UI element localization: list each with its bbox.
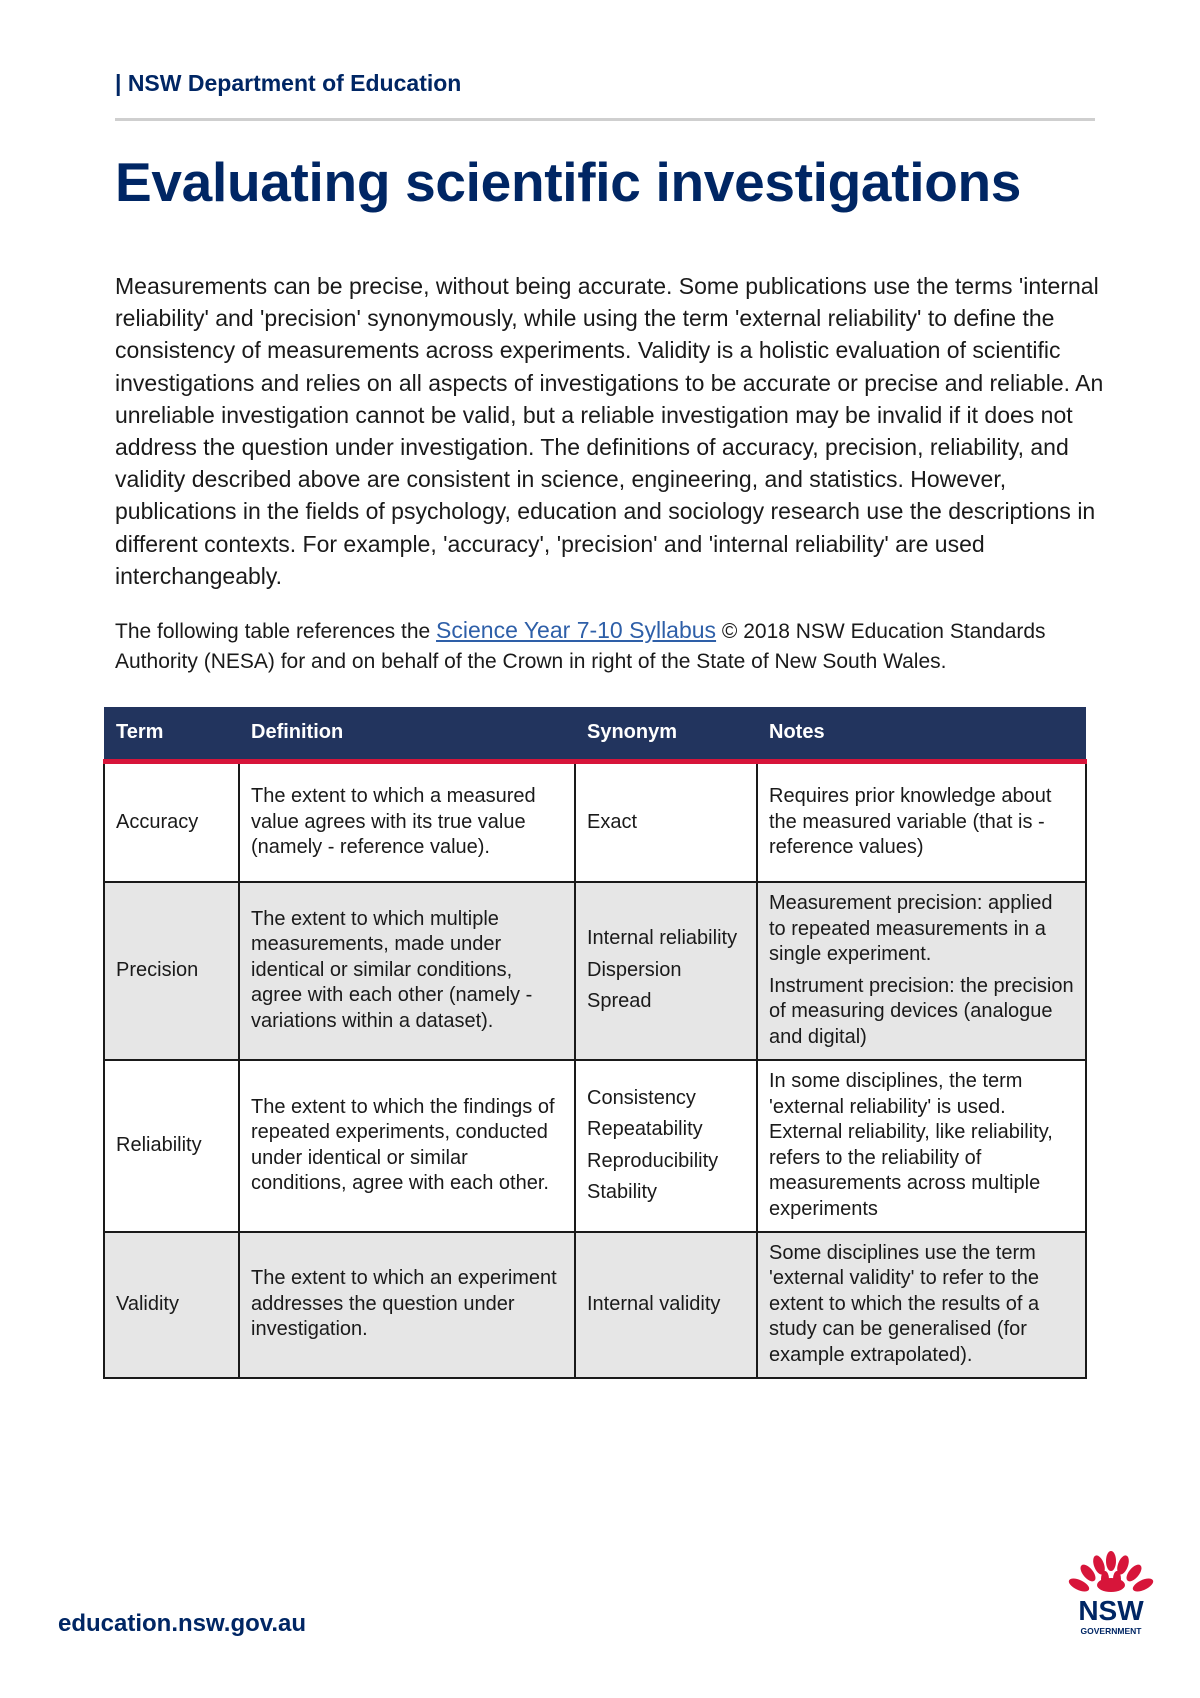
synonym-item: Internal validity <box>587 1292 721 1315</box>
intro-paragraph: Measurements can be precise, without being accurate. Some publications use the terms 'internal reliability' and 'precision' synonymously, while using the term 'external reliability' to define the consistency of measurements across experiments. Validity is a holistic evaluation of scientific investigations and relies on all aspects of investigations to be accurate or precise and reliable. An unreliable investigation cannot be valid, but a reliable investigation may be invalid if it does not address the question under investigation. The definitions of accuracy, precision, reliability, and validity described above are consistent in science, engineering, and statistics. However, publications in the fields of psychology, education and sociology research use the descriptions in different contexts. For example, 'accuracy', 'precision' and 'internal reliability' are used interchangeably. <box>115 273 1104 589</box>
waratah-flower-icon <box>1067 1551 1155 1594</box>
table-row-validity <box>104 1232 1086 1378</box>
table-row-precision <box>104 882 1086 1060</box>
synonym-item: Dispersion <box>587 958 682 981</box>
term-cell: Reliability <box>104 1060 239 1232</box>
definition-cell: The extent to which a measured value agrees with its true value (namely - reference value). <box>239 762 575 882</box>
note-item: In some disciplines, the term 'external reliability' is used. External reliability, like reliability, refers to the reliability of measurements across multiple experiments <box>769 1070 1053 1220</box>
synonym-item: Reproducibility <box>587 1149 719 1172</box>
reference-suffix: © 2018 NSW Education Standards Authority (NESA) for and on behalf of the Crown in right of the State of New South Wales. <box>115 620 1046 673</box>
definitions-table <box>103 707 1087 1379</box>
table-header-row <box>104 707 1086 762</box>
logo-text: NSW <box>1078 1595 1144 1626</box>
definition-cell: The extent to which the findings of repeated experiments, conducted under identical or similar conditions, agree with each other. <box>239 1060 575 1232</box>
note-item: Some disciplines use the term 'external validity' to refer to the extent to which the results of a study can be generalised (for example extrapolated). <box>769 1241 1040 1366</box>
synonym-item: Internal reliability <box>587 927 738 950</box>
department-header: | NSW Department of Education <box>115 70 462 96</box>
synonym-item: Stability <box>587 1181 658 1203</box>
note-item: Instrument precision: the precision of measuring devices (analogue and digital) <box>769 974 1074 1048</box>
note-item: Requires prior knowledge about the measured variable (that is - reference values) <box>769 785 1052 858</box>
reference-prefix: The following table references the <box>115 620 437 643</box>
column-header-notes: Notes <box>757 707 1086 762</box>
synonym-cell <box>575 762 757 882</box>
reference-paragraph <box>115 615 1075 677</box>
notes-cell <box>757 1060 1086 1232</box>
column-header-synonym: Synonym <box>575 707 757 762</box>
table-row-reliability <box>104 1060 1086 1232</box>
definition-cell: The extent to which multiple measurements, made under identical or similar conditions, agree with each other (namely - variations within a dataset). <box>239 882 575 1060</box>
logo-subtext: GOVERNMENT <box>1080 1626 1142 1636</box>
synonym-cell <box>575 1232 757 1378</box>
term-cell: Precision <box>104 882 239 1060</box>
synonym-cell <box>575 882 757 1060</box>
synonym-item: Repeatability <box>587 1118 703 1140</box>
notes-cell <box>757 1232 1086 1378</box>
synonym-item: Exact <box>587 810 638 833</box>
page-title: Evaluating scientific investigations <box>115 151 1022 213</box>
header-divider <box>115 118 1095 121</box>
synonym-cell <box>575 1060 757 1232</box>
term-cell: Accuracy <box>104 762 239 882</box>
notes-cell <box>757 882 1086 1060</box>
table-row-accuracy <box>104 762 1086 882</box>
definition-cell: The extent to which an experiment addresses the question under investigation. <box>239 1232 575 1378</box>
syllabus-link[interactable]: Science Year 7-10 Syllabus <box>436 617 717 643</box>
nsw-government-logo <box>1063 1545 1159 1645</box>
note-item: Measurement precision: applied to repeated measurements in a single experiment. <box>769 892 1053 965</box>
synonym-item: Consistency <box>587 1086 696 1109</box>
column-header-term: Term <box>104 707 239 762</box>
column-header-definition: Definition <box>239 707 575 762</box>
synonym-item: Spread <box>587 990 652 1013</box>
footer-url: education.nsw.gov.au <box>58 1610 307 1637</box>
term-cell: Validity <box>104 1232 239 1378</box>
notes-cell <box>757 762 1086 882</box>
